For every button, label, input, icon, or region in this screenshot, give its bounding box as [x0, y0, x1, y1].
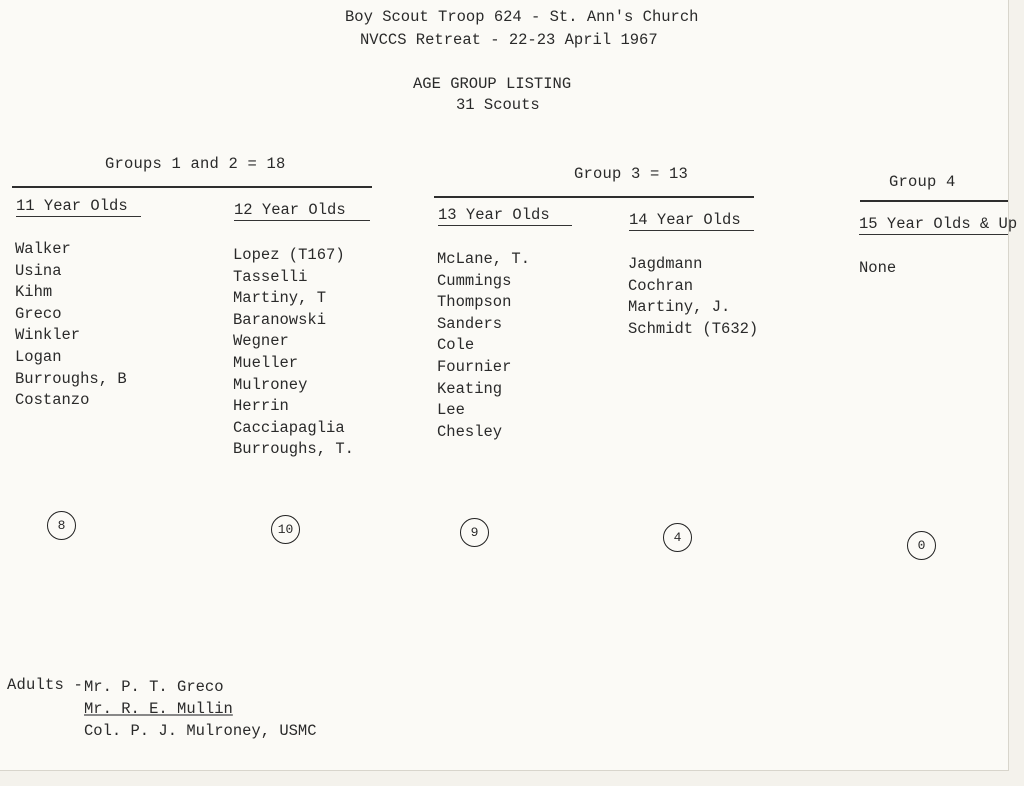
- column-15-up-names: [859, 258, 896, 280]
- adult-name: Mr. P. T. Greco: [84, 678, 224, 696]
- column-heading-15-up: 15 Year Olds & Up: [859, 215, 1018, 233]
- count-circle-14: 4: [663, 523, 692, 552]
- count-circle-13: 9: [460, 518, 489, 547]
- list-item: Keating: [437, 379, 503, 398]
- list-item: Usina: [15, 261, 62, 280]
- adult-name: Col. P. J. Mulroney, USMC: [84, 722, 317, 740]
- list-item: Lee: [437, 401, 465, 420]
- list-item: Martiny, J.: [628, 298, 731, 317]
- list-item: Thompson: [437, 293, 512, 312]
- group-1-2-rule: [12, 186, 372, 188]
- list-item: Cummings: [437, 271, 512, 290]
- list-item: Herrin: [233, 397, 289, 416]
- list-item: Chesley: [437, 422, 503, 441]
- list-item: Walker: [15, 240, 71, 258]
- list-item: Schmidt (T632): [628, 319, 759, 338]
- listing-title: AGE GROUP LISTING: [413, 75, 572, 93]
- list-item: Lopez (T167): [233, 246, 345, 264]
- list-item: Tasselli: [233, 267, 308, 286]
- column-heading-11: 11 Year Olds: [16, 197, 141, 217]
- adults-label: Adults -: [7, 676, 84, 694]
- list-item: Cole: [437, 336, 475, 355]
- list-item: None: [859, 259, 897, 277]
- group-3-rule: [434, 196, 754, 198]
- list-item: Wegner: [233, 332, 289, 351]
- column-11-names: [15, 239, 127, 412]
- list-item: Mueller: [233, 353, 299, 372]
- adults-list: [84, 676, 317, 742]
- list-item: Sanders: [437, 314, 503, 333]
- list-item: Cochran: [628, 276, 694, 295]
- list-item: Baranowski: [233, 310, 327, 329]
- column-14-names: [628, 254, 758, 340]
- adult-name: Mr. R. E. Mullin: [84, 700, 233, 718]
- group-4-label: Group 4: [889, 173, 956, 191]
- column-heading-13: 13 Year Olds: [438, 206, 572, 226]
- list-item: Fournier: [437, 357, 512, 376]
- list-item: Winkler: [15, 326, 81, 345]
- column-13-names: [437, 249, 530, 443]
- group-1-2-label: Groups 1 and 2 = 18: [105, 155, 286, 173]
- header-line-2: NVCCS Retreat - 22-23 April 1967: [360, 31, 658, 49]
- list-item: Kihm: [15, 283, 53, 302]
- list-item: Burroughs, B: [15, 369, 127, 388]
- list-item: Jagdmann: [628, 255, 703, 273]
- list-item: Costanzo: [15, 391, 90, 410]
- list-item: Mulroney: [233, 375, 308, 394]
- count-circle-15-up: 0: [907, 531, 936, 560]
- column-heading-12: 12 Year Olds: [234, 201, 370, 221]
- list-item: Martiny, T: [233, 289, 327, 308]
- list-item: Greco: [15, 304, 62, 323]
- listing-subtitle: 31 Scouts: [456, 96, 540, 114]
- group-4-rule: [860, 200, 1008, 202]
- column-heading-14: 14 Year Olds: [629, 211, 754, 231]
- group-3-label: Group 3 = 13: [574, 165, 689, 183]
- count-circle-12: 10: [271, 515, 300, 544]
- header-line-1: Boy Scout Troop 624 - St. Ann's Church: [345, 8, 699, 26]
- column-12-names: [233, 245, 354, 461]
- count-circle-11: 8: [47, 511, 76, 540]
- list-item: Cacciapaglia: [233, 418, 345, 437]
- list-item: Logan: [15, 347, 62, 366]
- list-item: McLane, T.: [437, 250, 531, 268]
- list-item: Burroughs, T.: [233, 440, 354, 459]
